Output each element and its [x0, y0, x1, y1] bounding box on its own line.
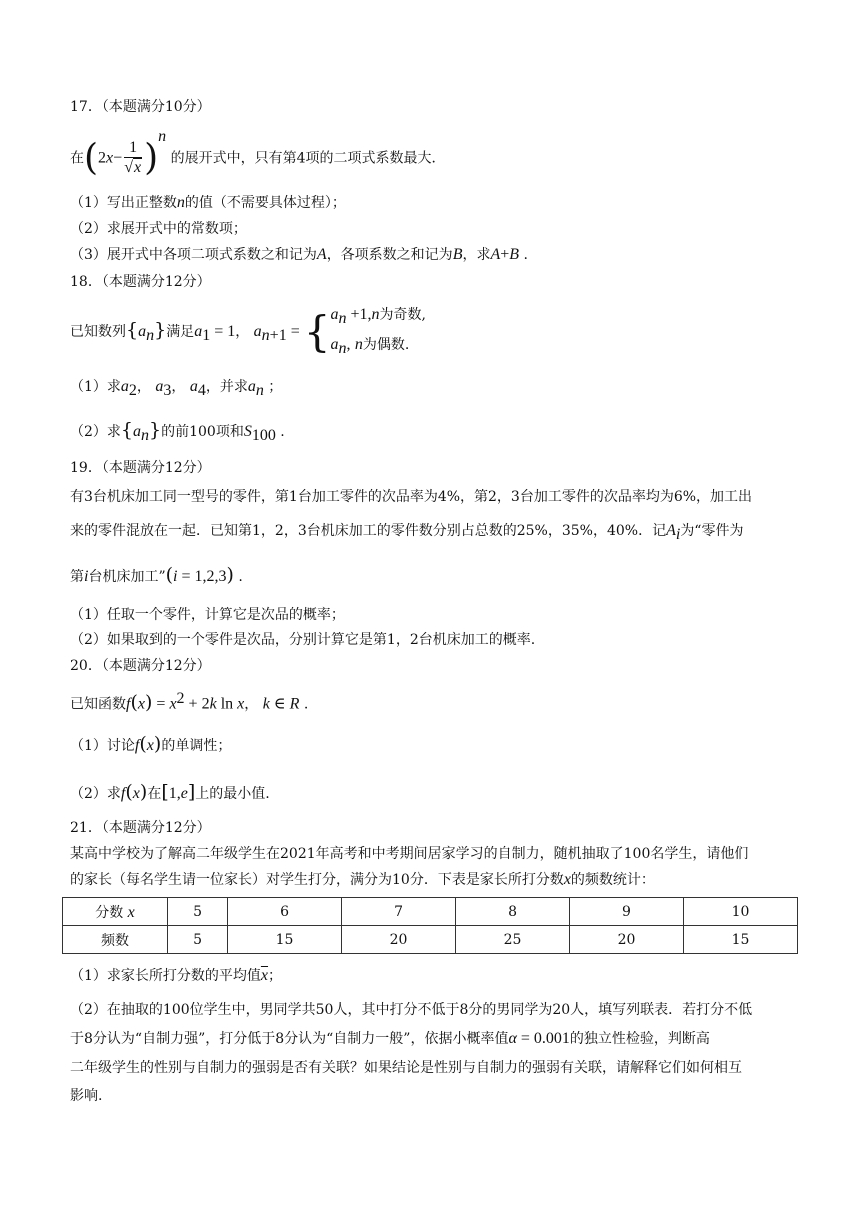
q17-item1: （1）写出正整数n的值（不需要具体过程）；: [70, 194, 346, 211]
q21-line1: 某高中学校为了解高二年级学生在2021年高考和中考期间居家学习的自制力，随机抽取了100名学生，请他们: [70, 846, 749, 862]
table-cell: 5: [168, 926, 228, 954]
piecewise-cases: $a_n +1,n$为奇数, $a_n$, n为偶数.: [330, 306, 426, 357]
q20-item1: （1）讨论f(x)的单调性；: [70, 733, 232, 755]
left-paren: (: [84, 137, 99, 179]
frequency-table: [62, 897, 798, 954]
q19-line1: 有3台机床加工同一型号的零件，第1台加工零件的次品率为4%，第2，3台加工零件的次品率均为6%，加工出: [70, 489, 753, 505]
table-cell: 7: [342, 898, 456, 926]
q20-header: 20．（本题满分12分）: [70, 658, 211, 674]
q18-item2: （2）求$\{a_n\}$的前100项和$S_{100}$ .: [70, 419, 285, 444]
q18-header: 18．（本题满分12分）: [70, 274, 211, 290]
q19-line2: 来的零件混放在一起．已知第1，2，3台机床加工的零件数分别占总数的25%，35%，40%．记$A_i$为“零件为: [70, 522, 744, 543]
table-cell: 15: [228, 926, 342, 954]
fraction-1-over-sqrt-x: $\frac{1}{√x}$: [124, 139, 142, 177]
table-cell: 6: [228, 898, 342, 926]
table-cell: 20: [342, 926, 456, 954]
table-cell: 15: [684, 926, 798, 954]
table-row-label: 分数 x: [63, 898, 168, 926]
q17-item3: （3）展开式中各项二项式系数之和记为A，各项系数之和记为B，求A+B .: [70, 246, 528, 263]
q17-stem-prefix: 在: [70, 150, 84, 167]
q21-item2-line3: 二年级学生的性别与自制力的强弱是否有关联？如果结论是性别与自制力的强弱有关联，请解释它们如何相互: [70, 1060, 742, 1076]
q21-line2: 的家长（每名学生请一位家长）对学生打分，满分为10分．下表是家长所打分数x的频数统计：: [70, 871, 655, 888]
q21-item2-line1: （2）在抽取的100位学生中，男同学共50人，其中打分不低于8分的男同学为20人，填写列联表．若打分不低: [70, 1002, 753, 1018]
table-row-counts: [63, 926, 798, 954]
table-cell: 5: [168, 898, 228, 926]
q18-stem: 已知数列$\{a_n\}$满足$a_1 = 1$， $a_{n+1}$ = { $a_n +1,n$为奇数, $a_n$, n为偶数.: [70, 302, 426, 358]
q19-header: 19．（本题满分12分）: [70, 460, 211, 476]
q19-line3: 第i台机床加工”(i = 1,2,3) .: [70, 564, 243, 586]
q19-item1: （1）任取一个零件，计算它是次品的概率；: [70, 607, 345, 623]
q17-item2: （2）求展开式中的常数项；: [70, 221, 247, 237]
table-cell: 9: [570, 898, 684, 926]
q21-header: 21．（本题满分12分）: [70, 820, 211, 836]
left-brace: {: [303, 307, 331, 356]
table-cell: 8: [456, 898, 570, 926]
table-row-scores: [63, 898, 798, 926]
q17-stem-suffix: 的展开式中，只有第4项的二项式系数最大．: [170, 150, 446, 167]
q17-stem: 在(2x− $\frac{1}{√x}$ )$^n$ 的展开式中，只有第4项的二项式系数最大．: [70, 128, 446, 179]
table-cell: 10: [684, 898, 798, 926]
right-paren: ): [144, 137, 159, 179]
q17-header: 17．（本题满分10分）: [70, 99, 211, 115]
q21-item1: （1）求家长所打分数的平均值$\overline{x}$；: [70, 967, 283, 984]
q19-item2: （2）如果取到的一个零件是次品，分别计算它是第1，2台机床加工的概率.: [70, 632, 536, 648]
q18-item1: （1）求$a_2$， $a_3$， $a_4$，并求$a_n$ ；: [70, 378, 283, 399]
table-row-label: 频数: [63, 926, 168, 954]
q20-item2: （2）求f(x)在[1,e]上的最小值.: [70, 781, 270, 803]
q20-stem: 已知函数$f(x) = x^2 + 2k$ ln x， k ∈ R .: [70, 690, 309, 714]
q21-item2-line2: 于8分认为“自制力强”，打分低于8分认为“自制力一般”，依据小概率值α = 0.001的独立性检验，判断高: [70, 1030, 710, 1047]
table-cell: 20: [570, 926, 684, 954]
table-cell: 25: [456, 926, 570, 954]
q21-item2-line4: 影响.: [70, 1088, 103, 1104]
